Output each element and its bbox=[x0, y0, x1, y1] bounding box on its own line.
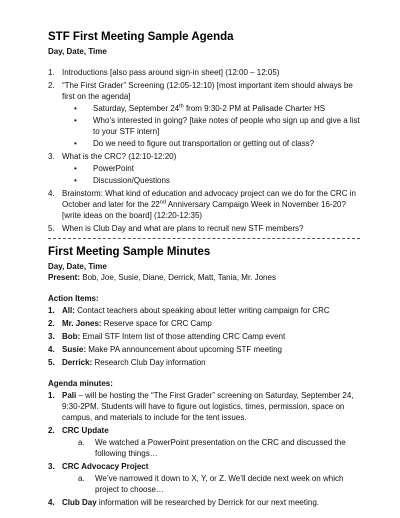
agenda-item bbox=[48, 151, 360, 186]
agenda-minutes-heading: Agenda minutes: bbox=[48, 379, 113, 388]
action-item bbox=[48, 357, 360, 368]
agenda-item-number: 3. bbox=[48, 152, 55, 161]
agenda-sub-bullets bbox=[62, 103, 360, 149]
minutes-item-topic: Pali bbox=[62, 391, 77, 400]
agenda-item-text: What is the CRC? (12:10-12:20) bbox=[62, 152, 177, 161]
action-owner: Mr. Jones: bbox=[62, 319, 102, 328]
action-item-number: 2. bbox=[48, 319, 55, 328]
action-owner: All: bbox=[62, 306, 75, 315]
action-item-number: 5. bbox=[48, 358, 55, 367]
agenda-item-number: 4. bbox=[48, 189, 55, 198]
agenda-item-text: When is Club Day and what are plans to recruit new STF members? bbox=[62, 224, 304, 233]
action-text: Contact teachers about speaking about letter writing campaign for CRC bbox=[74, 306, 330, 315]
action-text: Research Club Day information bbox=[92, 358, 206, 367]
action-item bbox=[48, 318, 360, 329]
agenda-title: STF First Meeting Sample Agenda bbox=[48, 31, 234, 43]
minutes-item-number: 1. bbox=[48, 391, 55, 400]
action-items-list bbox=[48, 305, 360, 368]
agenda-item-text: “The First Grader” Screening (12:05-12:10) [most important item should always be first on the agenda] bbox=[62, 81, 353, 101]
action-items-heading: Action Items: bbox=[48, 294, 99, 303]
minutes-item-text: information will be researched by Derrick for our next meeting. bbox=[96, 498, 319, 507]
agenda-item-text: Brainstorm: What kind of education and advocacy project can we do for the CRC in October and later for the 22 bbox=[62, 189, 356, 209]
minutes-item bbox=[48, 390, 360, 423]
agenda-item bbox=[48, 80, 360, 149]
minutes-date-line: Day, Date, Time bbox=[48, 262, 107, 271]
minutes-item-topic: CRC Advocacy Project bbox=[62, 462, 149, 471]
present-names: Bob, Joe, Susie, Diane, Derrick, Matt, Tania, Mr. Jones bbox=[80, 273, 276, 282]
minutes-item-topic: Club Day bbox=[62, 498, 97, 507]
action-text: Reserve space for CRC Camp bbox=[101, 319, 212, 328]
bullet-icon: • bbox=[74, 176, 77, 185]
action-item bbox=[48, 305, 360, 316]
minutes-subitem bbox=[62, 473, 360, 495]
agenda-item-number: 2. bbox=[48, 81, 55, 90]
agenda-bullet bbox=[62, 138, 360, 149]
action-owner: Bob: bbox=[62, 332, 81, 341]
ordinal-suffix: th bbox=[179, 103, 184, 110]
minutes-item-number: 4. bbox=[48, 498, 55, 507]
ordinal-suffix: nd bbox=[159, 199, 166, 206]
action-owner: Susie: bbox=[62, 345, 87, 354]
agenda-item bbox=[48, 223, 360, 234]
agenda-bullet-text: Do we need to figure out transportation or getting out of class? bbox=[93, 139, 315, 148]
action-item-number: 3. bbox=[48, 332, 55, 341]
subitem-letter: a. bbox=[78, 474, 85, 483]
minutes-title: First Meeting Sample Minutes bbox=[48, 246, 211, 258]
bullet-icon: • bbox=[74, 104, 77, 113]
action-text: Email STF Intern list of those attending CRC Camp event bbox=[80, 332, 286, 341]
agenda-bullet-text: from 9:30-2 PM at Palisade Charter HS bbox=[183, 104, 326, 113]
minutes-item-number: 3. bbox=[48, 462, 55, 471]
minutes-item bbox=[48, 425, 360, 459]
action-item bbox=[48, 344, 360, 355]
section-divider bbox=[48, 238, 360, 239]
agenda-bullet-text: Discussion/Questions bbox=[93, 176, 170, 185]
agenda-bullet bbox=[62, 163, 360, 174]
agenda-item-number: 1. bbox=[48, 68, 55, 77]
agenda-bullet-text: Who’s interested in going? [take notes of people who sign up and give a list to your STF intern] bbox=[93, 116, 360, 136]
agenda-item bbox=[48, 67, 360, 78]
action-item-number: 4. bbox=[48, 345, 55, 354]
agenda-bullet bbox=[62, 103, 360, 114]
action-owner: Derrick: bbox=[62, 358, 93, 367]
agenda-bullet-text: Saturday, September 24 bbox=[93, 104, 180, 113]
agenda-item-number: 5. bbox=[48, 224, 55, 233]
attendees-line bbox=[48, 272, 360, 283]
bullet-icon: • bbox=[74, 164, 77, 173]
subitem-text: We watched a PowerPoint presentation on the CRC and discussed the following things… bbox=[95, 438, 346, 458]
present-label: Present: bbox=[48, 273, 81, 282]
action-item-number: 1. bbox=[48, 306, 55, 315]
action-item bbox=[48, 331, 360, 342]
minutes-item-topic: CRC Update bbox=[62, 426, 109, 435]
agenda-item-text: Anniversary Campaign Week in November 16-20? [write ideas on the board] (12:20-12:35) bbox=[62, 200, 346, 220]
agenda-bullet bbox=[62, 115, 360, 137]
bullet-icon: • bbox=[74, 116, 77, 125]
subitem-letter: a. bbox=[78, 438, 85, 447]
minutes-item-number: 2. bbox=[48, 426, 55, 435]
minutes-item bbox=[48, 461, 360, 495]
minutes-subitem bbox=[62, 437, 360, 459]
agenda-date-line: Day, Date, Time bbox=[48, 47, 107, 56]
bullet-icon: • bbox=[74, 139, 77, 148]
agenda-bullet bbox=[62, 175, 360, 186]
agenda-list bbox=[48, 67, 360, 234]
agenda-item-text: Introductions [also pass around sign-in sheet] (12:00 – 12:05) bbox=[62, 68, 280, 77]
subitem-text: We’ve narrowed it down to X, Y, or Z. We’ll decide next week on which project to choose… bbox=[95, 474, 344, 494]
minutes-item-text: – will be hosting the “The First Grader” screening on Saturday, September 24, 9:30-2PM. Students will have to figure out logistics, times, permission, space on campus, and materials to include for the tent issues. bbox=[62, 391, 354, 422]
action-text: Make PA announcement about upcoming STF meeting bbox=[86, 345, 282, 354]
minutes-item bbox=[48, 497, 360, 508]
agenda-bullet-text: PowerPoint bbox=[93, 164, 134, 173]
agenda-sub-bullets bbox=[62, 163, 360, 186]
agenda-minutes-list bbox=[48, 390, 360, 508]
agenda-item bbox=[48, 188, 360, 221]
